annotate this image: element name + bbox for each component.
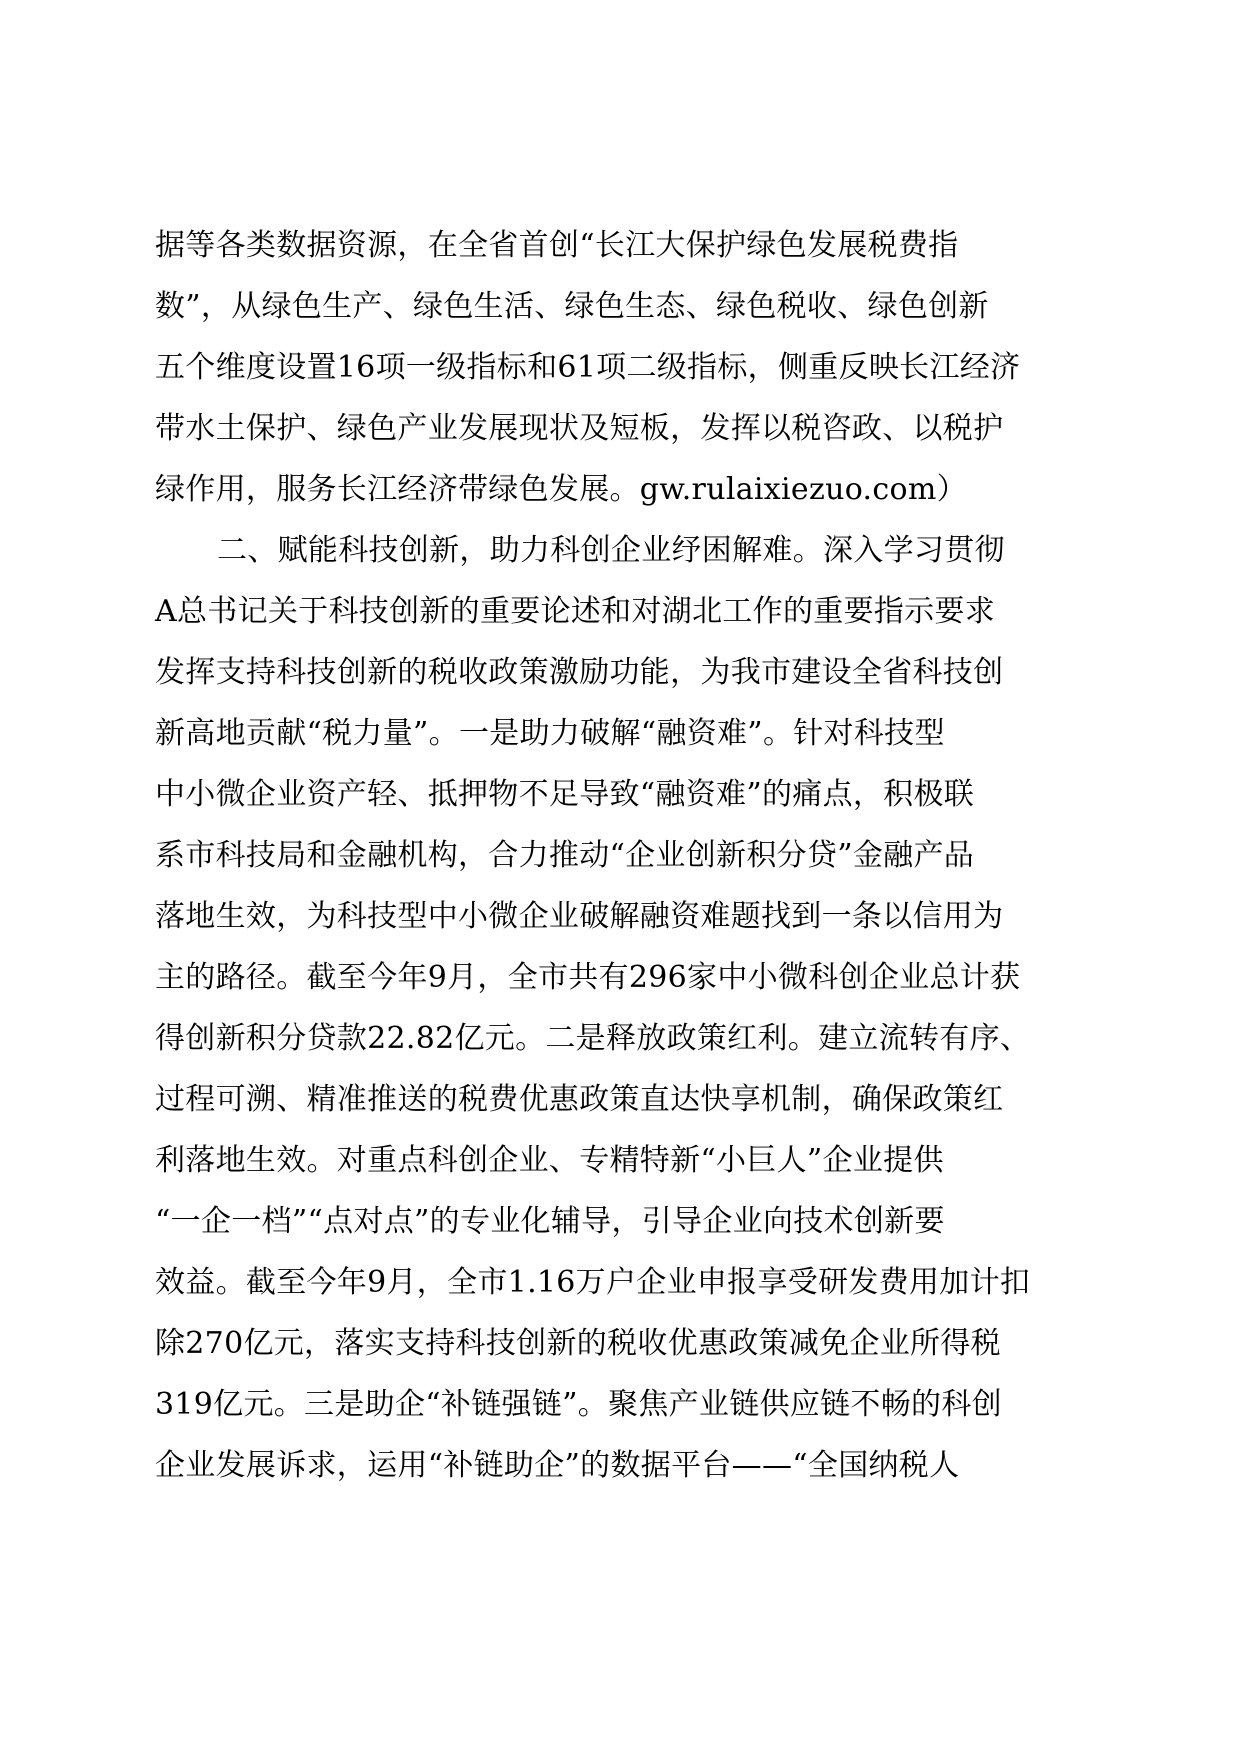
text-line: 发挥支持科技创新的税收政策激励功能，为我市建设全省科技创 [155,655,1004,690]
text-line: 319亿元。三是助企“补链强链”。聚焦产业链供应链不畅的科创 [155,1387,1002,1422]
text-line: 五个维度设置16项一级指标和61项二级指标，侧重反映长江经济 [155,350,1021,385]
text-line: 企业发展诉求，运用“补链助企”的数据平台——“全国纳税人 [155,1448,960,1483]
text-line: 除270亿元，落实支持科技创新的税收优惠政策减免企业所得税 [155,1326,1001,1361]
text-line: 利落地生效。对重点科创企业、专精特新“小巨人”企业提供 [155,1143,944,1178]
body-text [155,215,1095,1496]
text-line: 绿作用，服务长江经济带绿色发展。gw.rulaixiezuo.com） [155,472,967,507]
text-line: 效益。截至今年9月，全市1.16万户企业申报享受研发费用加计扣 [155,1265,1031,1300]
text-line: A总书记关于科技创新的重要论述和对湖北工作的重要指示要求 [155,594,996,629]
text-line: 系市科技局和金融机构，合力推动“企业创新积分贷”金融产品 [155,838,975,873]
text-line: 带水土保护、绿色产业发展现状及短板，发挥以税咨政、以税护 [155,411,1004,446]
text-line: 据等各类数据资源，在全省首创“长江大保护绿色发展税费指 [155,228,959,263]
text-line: 落地生效，为科技型中小微企业破解融资难题找到一条以信用为 [155,899,1004,934]
text-line: 主的路径。截至今年9月，全市共有296家中小微科创企业总计获 [155,960,1021,995]
text-line: 新高地贡献“税力量”。一是助力破解“融资难”。针对科技型 [155,716,945,751]
text-line: 得创新积分贷款22.82亿元。二是释放政策红利。建立流转有序、 [155,1021,1031,1056]
text-line: “一企一档”“点对点”的专业化辅导，引导企业向技术创新要 [155,1204,945,1239]
paragraph-start-line: 二、赋能科技创新，助力科创企业纾困解难。深入学习贯彻 [217,533,1005,568]
text-line: 中小微企业资产轻、抵押物不足导致“融资难”的痛点，积极联 [155,777,975,812]
text-line: 数”，从绿色生产、绿色生活、绿色生态、绿色税收、绿色创新 [155,289,989,324]
text-line: 过程可溯、精准推送的税费优惠政策直达快享机制，确保政策红 [155,1082,1004,1117]
